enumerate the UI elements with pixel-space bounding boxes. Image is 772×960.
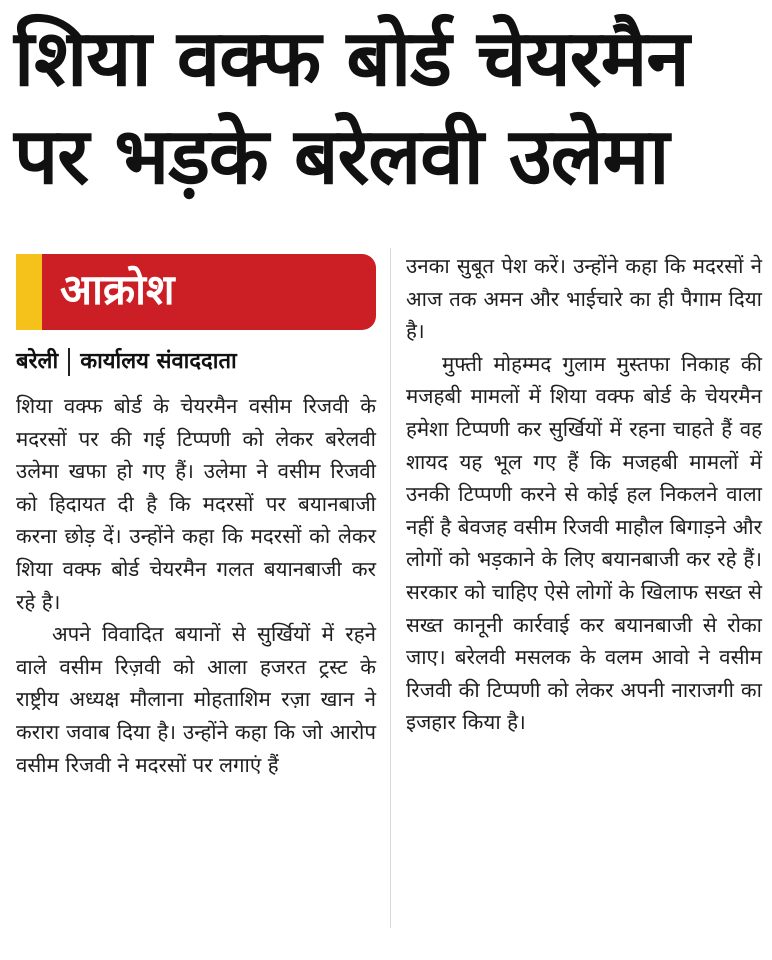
article-paragraph-2-part-2: उनका सुबूत पेश करें। उन्होंने कहा कि मदरसों ने आज तक अमन और भाईचारे का ही पैगाम दिया है। <box>406 254 762 344</box>
article-column-left <box>16 250 376 781</box>
banner-label: आक्रोश <box>60 265 175 314</box>
headline <box>14 10 764 206</box>
dateline-city: बरेली <box>16 349 59 374</box>
article-paragraph-3: मुफ्ती मोहम्मद गुलाम मुस्तफा निकाह की मजहबी मामलों में शिया वक्फ बोर्ड के चेयरमैन हमेशा टिप्पणी कर सुर्खियों में रहना चाहते हैं वह शायद यह भूल गए हैं कि मजहबी मामलों में उनकी टिप्पणी करने से कोई हल निकलने वाला नहीं है बेवजह वसीम रिजवी माहौल बिगाड़ने और लोगों को भड़काने के लिए बयानबाजी कर रहे हैं। सरकार को चाहिए ऐसे लोगों के खिलाफ सख्त से सख्त कानूनी कार्रवाई कर बयानबाजी से रोका जाए। बरेलवी मसलक के वलम आवो ने वसीम रिजवी की टिप्पणी को लेकर अपनी नाराजगी का इजहार किया है। <box>406 351 762 735</box>
section-banner <box>16 254 376 330</box>
banner-accent-stripe <box>16 254 42 330</box>
headline-line-1: शिया वक्फ बोर्ड चेयरमैन <box>14 14 689 104</box>
dateline-separator <box>68 348 70 376</box>
column-divider <box>390 248 391 928</box>
article-column-right <box>406 250 762 739</box>
dateline-reporter: कार्यालय संवाददाता <box>80 349 237 374</box>
article-paragraph-2-part-1: अपने विवादित बयानों से सुर्खियों में रहने वाले वसीम रिज़वी को आला हजरत ट्रस्ट के राष्ट्रीय अध्यक्ष मौलाना मोहताशिम रज़ा खान ने करारा जवाब दिया है। उन्होंने कहा कि जो आरोप वसीम रिजवी ने मदरसों पर लगाएं हैं <box>16 622 376 777</box>
dateline <box>16 342 376 382</box>
article-paragraph-1: शिया वक्फ बोर्ड के चेयरमैन वसीम रिजवी के मदरसों पर की गई टिप्पणी को लेकर बरेलवी उलेमा खफा हो गए हैं। उलेमा ने वसीम रिजवी को हिदायत दी है कि मदरसों पर बयानबाजी करना छोड़ दें। उन्होंने कहा कि मदरसों को लेकर शिया वक्फ बोर्ड चेयरमैन गलत बयानबाजी कर रहे है। <box>16 394 376 614</box>
headline-line-2: पर भड़के बरेलवी उलेमा <box>14 112 669 202</box>
